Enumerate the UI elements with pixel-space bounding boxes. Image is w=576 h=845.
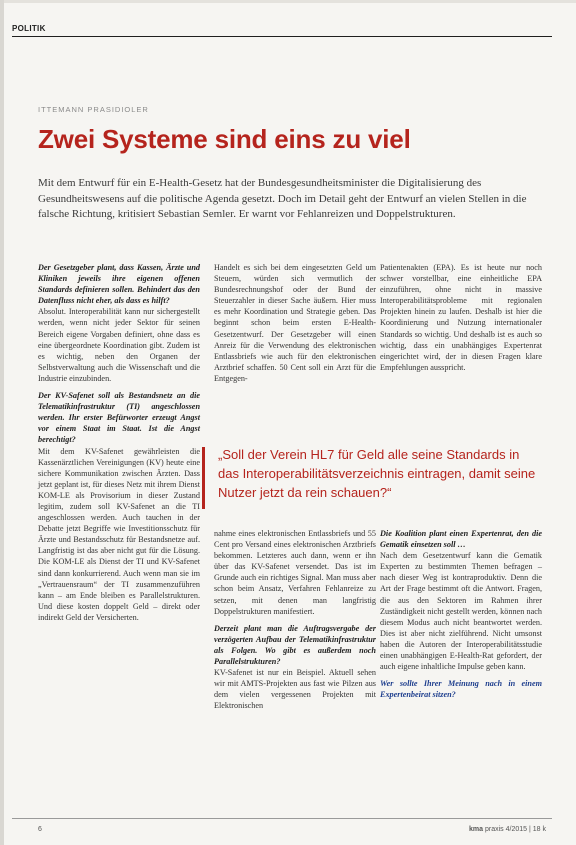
column-3-bottom xyxy=(380,528,542,706)
interview-answer: Handelt es sich bei dem eingesetzten Geld um Steuern, würden sich vermutlich der Bundesrechnungshof oder der Bund der Steuerzahler in dieser Sache äußern. Hier muss es mehr Koordination und Strategie geben. Das beginnt schon beim ersten E-Health-Gesetzentwurf. Der Gesetzgeber will einen Anreiz für die Verwendung des elektronischen Entlassbriefs wie auch für den elektronischen Arztbrief schaffen. 50 Cent soll ein Arzt für die Entgegen- xyxy=(214,263,376,383)
quote-bar xyxy=(202,447,205,509)
page-top-edge xyxy=(0,0,576,3)
page-binding-edge xyxy=(0,0,4,845)
column-1 xyxy=(38,262,200,629)
interview-question: Wer sollte Ihrer Meinung nach in einem Expertenbeirat sitzen? xyxy=(380,679,542,700)
magazine-name-rest: praxis xyxy=(485,826,504,833)
article-lead: Mit dem Entwurf für ein E-Health-Gesetz hat der Bundesgesundheitsminister die Digitalisierung des Gesundheitswesens auf die politische Agenda gesetzt. Doch im Detail geht der Entwurf an vielen Stellen in die falsche Richtung, kritisiert Sebastian Semler. Er warnt vor Fehlanreizen und Doppelstrukturen. xyxy=(38,177,527,220)
interview-question: Die Koalition plant einen Expertenrat, den die Gematik einsetzen soll … xyxy=(380,529,542,550)
interview-answer: Patientenakten (EPA). Es ist heute nur noch schwer vorstellbar, eine einheitliche EPA einzuführen, ohne nicht in massive Interoperabilitätsprobleme mit regionalen Projekten hinein zu laufen. Deshalb ist hier die Koordinierung und Nutzung internationaler Standards so wichtig. Und deshalb ist es auch so wichtig, dass ein unabhängiges Expertenrat eingerichtet wird, der in diesen Fragen klare Empfehlungen ausspricht. xyxy=(380,263,542,372)
article-title: Zwei Systeme sind eins zu viel xyxy=(38,124,411,154)
interview-question: Der Gesetzgeber plant, dass Kassen, Ärzte und Kliniken jeweils ihre eigenen offenen Standards definieren sollen. Behindert das den Datenfluss nicht eher, als dass es hilft? xyxy=(38,263,200,306)
interview-answer: Nach dem Gesetzentwurf kann die Gematik Experten zu bestimmten Themen befragen – nach dieser Weg ist kontraproduktiv. Denn die Art der Frage bestimmt oft die Antwort. Fragen, die aus den Sektoren im Rahmen ihrer Zuständigkeit nicht gestellt werden, können nach diesem Modus auch nicht beantwortet werden. Dies ist aber nicht zielführend. Nicht umsonst haben die Autoren der Interoperabilitätsstudie einen unabhängigen E-Health-Rat gefordert, der auch eigene inhaltliche Impulse geben kann. xyxy=(380,551,542,672)
page-number: 6 xyxy=(38,826,42,833)
column-2-bottom xyxy=(214,528,376,718)
magazine-name: kma xyxy=(469,826,484,833)
article-kicker: ITTEMANN PRASIDIOLER xyxy=(38,105,149,114)
interview-question: Der KV-Safenet soll als Bestandsnetz an die Telematikinfrastruktur (TI) angeschlossen werden. Ihr erster Befürworter erzeugt Angst vor einem Staat im Staat. Ist die Angst berechtigt? xyxy=(38,391,200,445)
interview-answer: KV-Safenet ist nur ein Beispiel. Aktuell sehen wir mit AMTS-Projekten aus fast wie Pilzen aus dem vielen vergessenen Projekten mit Elektronischen xyxy=(214,668,376,711)
column-2-top xyxy=(214,262,376,390)
footer-rule xyxy=(12,818,552,819)
pull-quote-text: „Soll der Verein HL7 für Geld alle seine Standards in das Interoperabilitätsverzeichnis eintragen, damit seine Nutzer jetzt da rein schauen?“ xyxy=(218,447,536,500)
section-label: POLITIK xyxy=(12,24,46,33)
magazine-footer xyxy=(469,826,546,833)
interview-answer: Mit dem KV-Safenet gewährleisten die Kassenärztlichen Vereinigungen (KV) heute eine sichere Kommunikation zwischen Ärzten. Dass jetzt geplant ist, für dieses Netz mit ihrem Dienst KOM-LE als Provisorium in dieser Zustand legitim, zudem soll KV-Safenet an die TI angeschlossen werden. Auch tauchen in der Debatte jetzt Begriffe wie Investitionsschutz für Ärzte und Bestandsschutz für Bestandsnetze auf. Langfristig ist das aber nicht gut für die Lösung. Die KOM-LE als Dienst der TI und KV-Safenet sind dann konkurrierend. Auch wenn man sie im „Vertrauensraum“ der TI zusammenzuführen kann – am Ende bleiben es Parallelstrukturen. Und diese kosten doppelt Geld – direkt oder indirekt Geld der Versicherten. xyxy=(38,446,200,622)
header-rule xyxy=(12,36,552,37)
pull-quote xyxy=(202,445,542,513)
issue-info: 4/2015 | 18 k xyxy=(505,826,546,833)
interview-answer: nahme eines elektronischen Entlassbriefs und 55 Cent pro Versand eines elektronischen Arztbriefs bekommen. Letzteres auch dann, wenn er ihn über das KV-Safenet versendet. Das ist im Grunde auch ein richtiges Signal. Man muss aber schon beim Ansatz, Verfahren Fehlanreize zu setzen, mit denen man langfristig Doppelstrukturen manifestiert. xyxy=(214,529,376,616)
column-3-top xyxy=(380,262,542,379)
interview-answer: Absolut. Interoperabilität kann nur sichergestellt werden, wenn nicht jeder Sektor für seinen Bereich eigene Vorgaben definiert, ohne dass es eine übergeordnete Koordination gibt. Zudem ist es wichtig, neben den Organen der Selbstverwaltung auch die Wissenschaft und die Industrie einzubinden. xyxy=(38,307,200,383)
interview-question: Derzeit plant man die Auftragsvergabe der verzögerten Aufbau der Telematikinfrastruktur als Folgen. Wo gibt es außerdem noch Parallelstrukturen? xyxy=(214,623,376,667)
